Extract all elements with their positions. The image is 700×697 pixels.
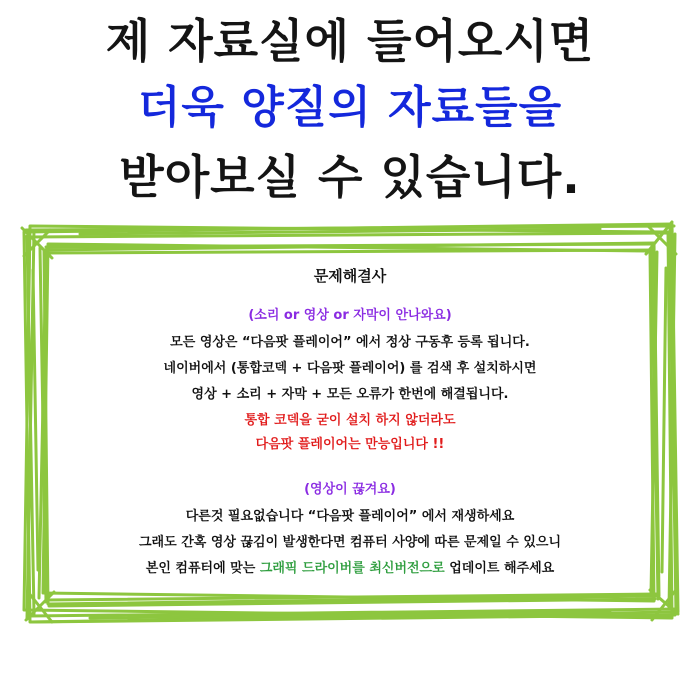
section1-red-line-2: 다음팟 플레이어는 만능입니다 !! [255,437,445,452]
notice-frame [0,210,700,640]
notice-title: 문제해결사 [313,267,387,285]
headline-line-2: 더욱 양질의 자료들을 [137,82,563,133]
section2-line-3-pre: 본인 컴퓨터에 맞는 [145,561,260,576]
section1-line-2: 네이버에서 (통합코덱 + 다음팟 플레이어) 를 검색 후 설치하시면 [163,361,537,376]
section1-line-1: 모든 영상은 “다음팟 플레이어” 에서 정상 구동후 등록 됩니다. [170,335,530,350]
section2-line-1: 다른것 필요없습니다 “다음팟 플레이어” 에서 재생하세요 [185,509,515,524]
section2-line-3-green: 그래픽 드라이버를 최신버전으로 [259,561,445,576]
section2-heading: (영상이 끊겨요) [304,482,396,497]
section1-line-3: 영상 + 소리 + 자막 + 모든 오류가 한번에 해결됩니다. [191,387,509,402]
section2-line-3 [60,562,640,575]
section2-line-2: 그래도 간혹 영상 끊김이 발생한다면 컴퓨터 사양에 따른 문제일 수 있으니 [139,535,561,550]
headline-line-1: 제 자료실에 들어오시면 [105,14,595,68]
section2-line-3-post: 업데이트 해주세요 [444,561,555,576]
section1-heading: (소리 or 영상 or 자막이 안나와요) [248,308,452,323]
notice-content [60,265,640,588]
section-spacer [60,462,640,478]
section1-red-line-1: 통합 코덱을 굳이 설치 하지 않더라도 [244,413,456,428]
headline-line-3: 받아보실 수 있습니다. [119,150,581,204]
headline-block [0,0,700,204]
